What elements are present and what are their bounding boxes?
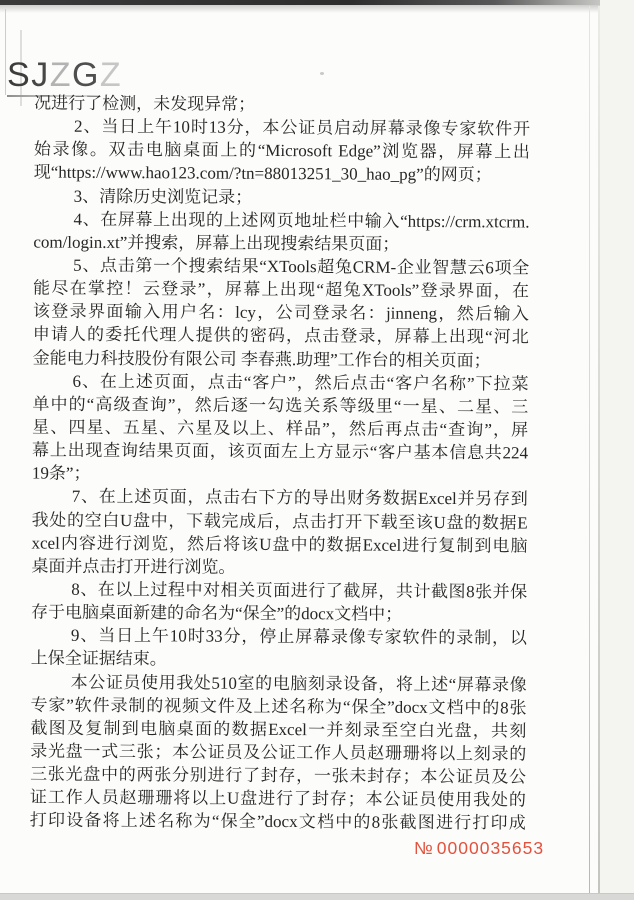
text-line: 我处的空白U盘中，下载完成后，点击打开下载至该U盘的数据E [31, 510, 528, 533]
scan-left-edge-line [5, 9, 6, 95]
text-line: 上保全证据结束。 [30, 648, 167, 669]
header-code-letter: Z [99, 56, 123, 94]
text-line: 6、在上述页面，点击“客户”，然后点击“客户名称”下拉菜 [72, 371, 529, 394]
text-line: 桌面并点击打开进行浏览。 [31, 556, 236, 577]
text-line: 金能电力科技股份有限公司 李春燕.助理”工作台的相关页面； [32, 348, 491, 370]
numero-symbol: № [414, 838, 434, 858]
text-line: 7、在上述页面，点击右下方的导出财务数据Excel并另存到 [71, 487, 528, 509]
header-code-letter: Z [49, 56, 72, 94]
text-line: 5、点击第一个搜索结果“XTools超兔CRM-企业智慧云6项全 [73, 255, 530, 278]
text-line: 况进行了检测，未发现异常； [34, 93, 256, 114]
text-line: 9、当日上午10时33分，停止屏幕录像专家软件的录制，以 [70, 625, 527, 648]
scan-bottom-edge-artifact [0, 893, 634, 900]
serial-number [414, 838, 544, 858]
paper-right-margin-strip [600, 0, 634, 900]
text-line: com/login.xt”并搜索，屏幕上出现搜索结果页面； [33, 232, 400, 254]
document-body [30, 91, 531, 835]
text-line: 截图及复制到电脑桌面的数据Excel一并刻录至空白光盘，共刻 [30, 718, 527, 741]
scan-top-edge-shadow [0, 5, 634, 13]
text-line: 星、四星、五星、六星及以上、样品”，然后再点击“查询”，屏 [32, 417, 529, 440]
text-line: 现“https://www.hao123.com/?tn=88013251_30_hao_pg”的网页； [33, 162, 492, 185]
text-line: 能尽在掌控！云登录”，屏幕上出现“超兔XTools”登录界面，在 [33, 278, 530, 301]
text-line: xcel内容进行浏览，然后将该U盘中的数据Excel进行复制到电脑 [31, 533, 528, 556]
text-line: 申请人的委托代理人提供的密码，点击登录，屏幕上出现“河北 [32, 324, 529, 347]
text-line: 专家”软件录制的视频文件及上述名称为“保全”docx文档中的8张 [30, 695, 527, 718]
text-line: 2、当日上午10时13分，本公证员启动屏幕录像专家软件开 [73, 116, 531, 139]
text-line: 始录像。双击电脑桌面上的“Microsoft Edge”浏览器，屏幕上出 [33, 139, 530, 162]
text-line: 存于电脑桌面新建的命名为“保全”的docx文档中； [31, 602, 403, 624]
paper-fold-line-outer [589, 6, 590, 894]
header-code-letter: G [71, 56, 100, 94]
text-line: 单中的“高级查询”，然后逐一勾选关系等级里“一星、二星、三 [32, 394, 529, 417]
text-line: 19条”； [31, 463, 91, 484]
header-code-letter: S [7, 56, 32, 94]
header-code-letter: J [31, 56, 50, 94]
text-line: 该登录界面输入用户名：lcy，公司登录名：jinneng，然后输入 [32, 301, 529, 324]
scan-speckle [320, 72, 324, 75]
text-line: 三张光盘中的两张分别进行了封存，一张未封存；本公证员及公 [30, 764, 527, 787]
text-line: 4、在屏幕上出现的上述网页地址栏中输入“https://crm.xtcrm. [73, 209, 530, 232]
text-line: 录光盘一式三张；本公证员及公证工作人员赵珊珊将以上刻录的 [30, 741, 527, 764]
text-line: 证工作人员赵珊珊将以上U盘进行了封存；本公证员使用我处的 [29, 787, 527, 810]
text-line: 本公证员使用我处510室的电脑刻录设备，将上述“屏幕录像 [70, 672, 527, 695]
text-line: 3、清除历史浏览记录； [73, 186, 253, 207]
text-line: 幕上出现查询结果页面，该页面左上方显示“客户基本信息共224 [32, 440, 529, 463]
text-line: 8、在以上过程中对相关页面进行了截屏，共计截图8张并保 [71, 579, 528, 602]
header-code [7, 58, 122, 92]
serial-digits: 0000035653 [436, 838, 545, 858]
text-line: 打印设备将上述名称为“保全”docx文档中的8张截图进行打印成 [29, 810, 526, 833]
